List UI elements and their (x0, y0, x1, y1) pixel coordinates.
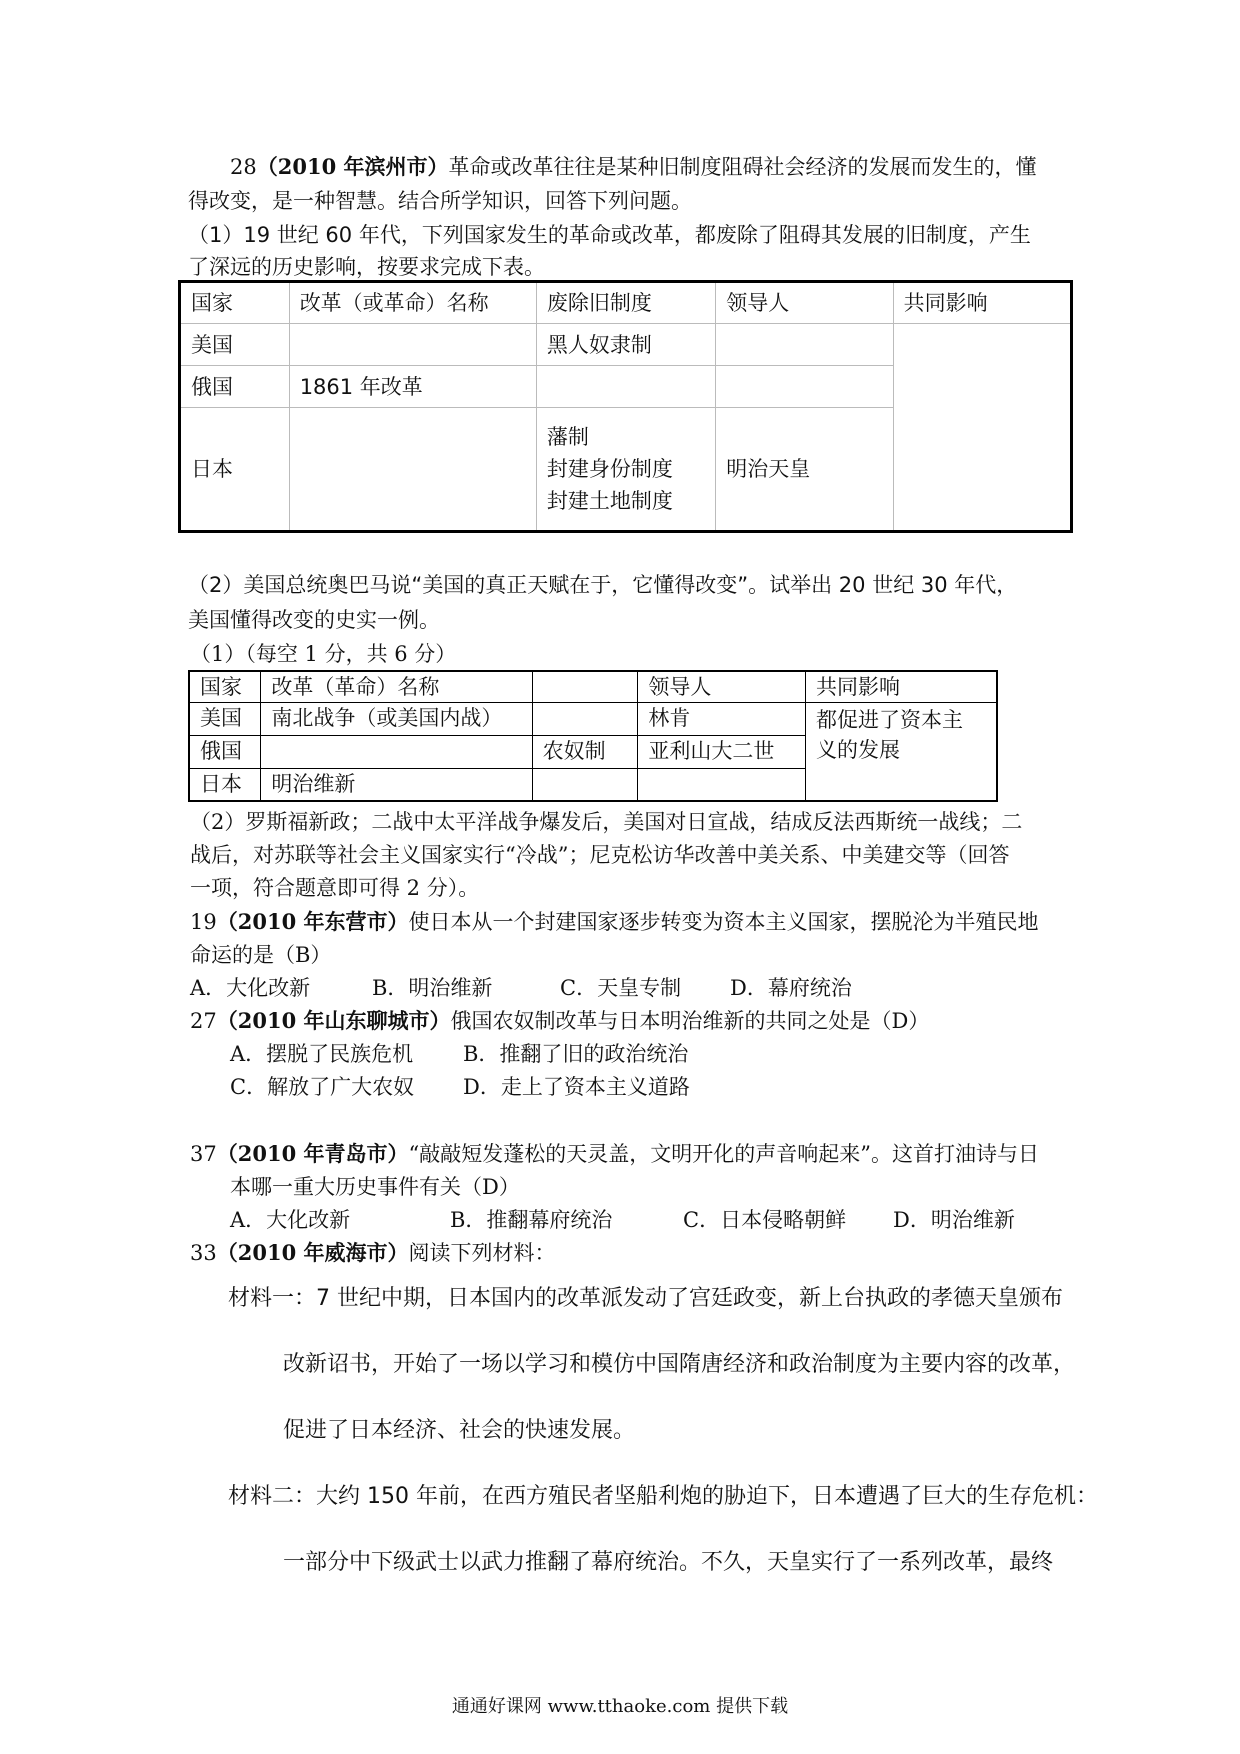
q19-option-d: D．幕府统治 (730, 976, 852, 1000)
table-header-cell: 国家 (180, 282, 290, 324)
table-cell-line: 封建土地制度 (546, 489, 673, 513)
table-cell: 美国 (180, 324, 290, 366)
table-cell: 农奴制 (532, 736, 638, 769)
table-cell-line: 都促进了资本主 (815, 708, 963, 732)
answer28-part2-line2: 战后，对苏联等社会主义国家实行“冷战”；尼克松访华改善中美关系、中美建交等（回答 (190, 843, 1010, 867)
table-cell: 黑人奴隶制 (536, 324, 715, 366)
table-cell-line: 义的发展 (815, 738, 900, 762)
q19-option-b: B．明治维新 (372, 976, 493, 1000)
table-header-cell: 共同影响 (893, 282, 1071, 324)
table-cell: 南北战争（或美国内战） (261, 703, 532, 736)
q37-line1: 37（2010 年青岛市）“敲敲短发蓬松的天灵盖，文明开化的声音响起来”。这首打油诗与日 (190, 1141, 1039, 1166)
q28-part1-line1: （1）19 世纪 60 年代，下列国家发生的革命或改革，都废除了阻碍其发展的旧制度，产生 (188, 223, 1031, 247)
table-row (189, 703, 997, 736)
q33-line1: 33（2010 年威海市）阅读下列材料： (190, 1240, 556, 1265)
q33-material2-line2: 一部分中下级武士以武力推翻了幕府统治。不久，天皇实行了一系列改革，最终 (283, 1550, 1054, 1575)
q33-material1-line1: 材料一：7 世纪中期，日本国内的改革派发动了宫廷政变，新上台执政的孝德天皇颁布 (228, 1286, 1063, 1311)
answer28-table (188, 670, 998, 802)
table-cell (261, 736, 532, 769)
table-cell-line: 藩制 (546, 425, 589, 449)
q27-option-c: C．解放了广大农奴 (230, 1075, 415, 1099)
table-cell (638, 769, 806, 801)
table-cell (536, 366, 715, 408)
answer28-table-header (189, 671, 997, 703)
q27-option-d: D．走上了资本主义道路 (463, 1075, 690, 1099)
table-header-cell: 共同影响 (805, 671, 997, 703)
q27-line1: 27（2010 年山东聊城市）俄国农奴制改革与日本明治维新的共同之处是（D） (190, 1008, 930, 1033)
table-cell-line: 封建身份制度 (546, 457, 673, 481)
table-row (180, 324, 1072, 366)
q37-source: （2010 年青岛市） (216, 1141, 409, 1166)
q33-material2-line1: 材料二：大约 150 年前，在西方殖民者坚船利炮的胁迫下，日本遭遇了巨大的生存危机： (228, 1484, 1098, 1509)
q19-line1: 19（2010 年东营市）使日本从一个封建国家逐步转变为资本主义国家，摆脱沦为半殖民地 (190, 909, 1039, 934)
table-cell: 1861 年改革 (289, 366, 536, 408)
table-cell (716, 366, 893, 408)
table-cell (532, 703, 638, 736)
q28-part2-line2: 美国懂得改变的史实一例。 (188, 608, 440, 632)
table-cell: 美国 (189, 703, 261, 736)
q37-line2: 本哪一重大历史事件有关（D） (230, 1175, 520, 1199)
q37-option-b: B．推翻幕府统治 (450, 1208, 613, 1232)
table-cell: 俄国 (189, 736, 261, 769)
q28-part2-line1: （2）美国总统奥巴马说“美国的真正天赋在于，它懂得改变”。试举出 20 世纪 30 年代， (188, 573, 1018, 597)
table-cell-impact (893, 324, 1071, 532)
table-cell: 明治维新 (261, 769, 532, 801)
q33-material1-line3: 促进了日本经济、社会的快速发展。 (283, 1418, 636, 1443)
q19-line2: 命运的是（B） (190, 943, 332, 967)
answer28-part2-line1: （2）罗斯福新政；二战中太平洋战争爆发后，美国对日宣战，结成反法西斯统一战线；二 (190, 810, 1023, 834)
q19-option-a: A．大化改新 (190, 976, 311, 1000)
table-header-cell (532, 671, 638, 703)
q19-option-c: C．天皇专制 (560, 976, 682, 1000)
table-cell: 日本 (180, 408, 290, 532)
q19-source: （2010 年东营市） (216, 909, 409, 934)
q33-material1-line2: 改新诏书，开始了一场以学习和模仿中国隋唐经济和政治制度为主要内容的改革， (283, 1352, 1076, 1377)
table-header-cell: 国家 (189, 671, 261, 703)
table-cell: 俄国 (180, 366, 290, 408)
q28-part1-line2: 了深远的历史影响，按要求完成下表。 (188, 255, 545, 279)
table-cell: 亚利山大二世 (638, 736, 806, 769)
table-cell: 林肯 (638, 703, 806, 736)
table-header-cell: 领导人 (716, 282, 893, 324)
answer28-label: （1）（每空 1 分，共 6 分） (190, 642, 457, 666)
q28-table-header (180, 282, 1072, 324)
answer28-part2-line3: 一项，符合题意即可得 2 分）。 (190, 876, 480, 900)
table-header-cell: 改革（革命）名称 (261, 671, 532, 703)
table-cell (289, 408, 536, 532)
q28-line1: 28（2010 年滨州市）革命或改革往往是某种旧制度阻碍社会经济的发展而发生的，懂 (230, 154, 1037, 179)
table-cell-abolished-list (536, 408, 715, 532)
table-cell (532, 769, 638, 801)
q27-option-a: A．摆脱了民族危机 (230, 1042, 414, 1066)
q27-option-b: B．推翻了旧的政治统治 (463, 1042, 689, 1066)
table-cell-impact (805, 703, 997, 801)
table-header-cell: 改革（或革命）名称 (289, 282, 536, 324)
table-cell: 明治天皇 (716, 408, 893, 532)
q37-option-c: C．日本侵略朝鲜 (683, 1208, 847, 1232)
table-header-cell: 废除旧制度 (536, 282, 715, 324)
table-cell: 日本 (189, 769, 261, 801)
q37-option-a: A．大化改新 (230, 1208, 351, 1232)
q28-line2: 得改变，是一种智慧。结合所学知识，回答下列问题。 (188, 189, 692, 213)
q28-source: （2010 年滨州市） (256, 154, 449, 179)
table-cell (289, 324, 536, 366)
q27-source: （2010 年山东聊城市） (216, 1008, 451, 1033)
table-header-cell: 领导人 (638, 671, 806, 703)
page-footer: 通通好课网 www.tthaoke.com 提供下载 (451, 1696, 789, 1717)
q28-table (178, 280, 1073, 533)
q37-option-d: D．明治维新 (893, 1208, 1015, 1232)
table-cell (716, 324, 893, 366)
q33-source: （2010 年威海市） (216, 1240, 409, 1265)
